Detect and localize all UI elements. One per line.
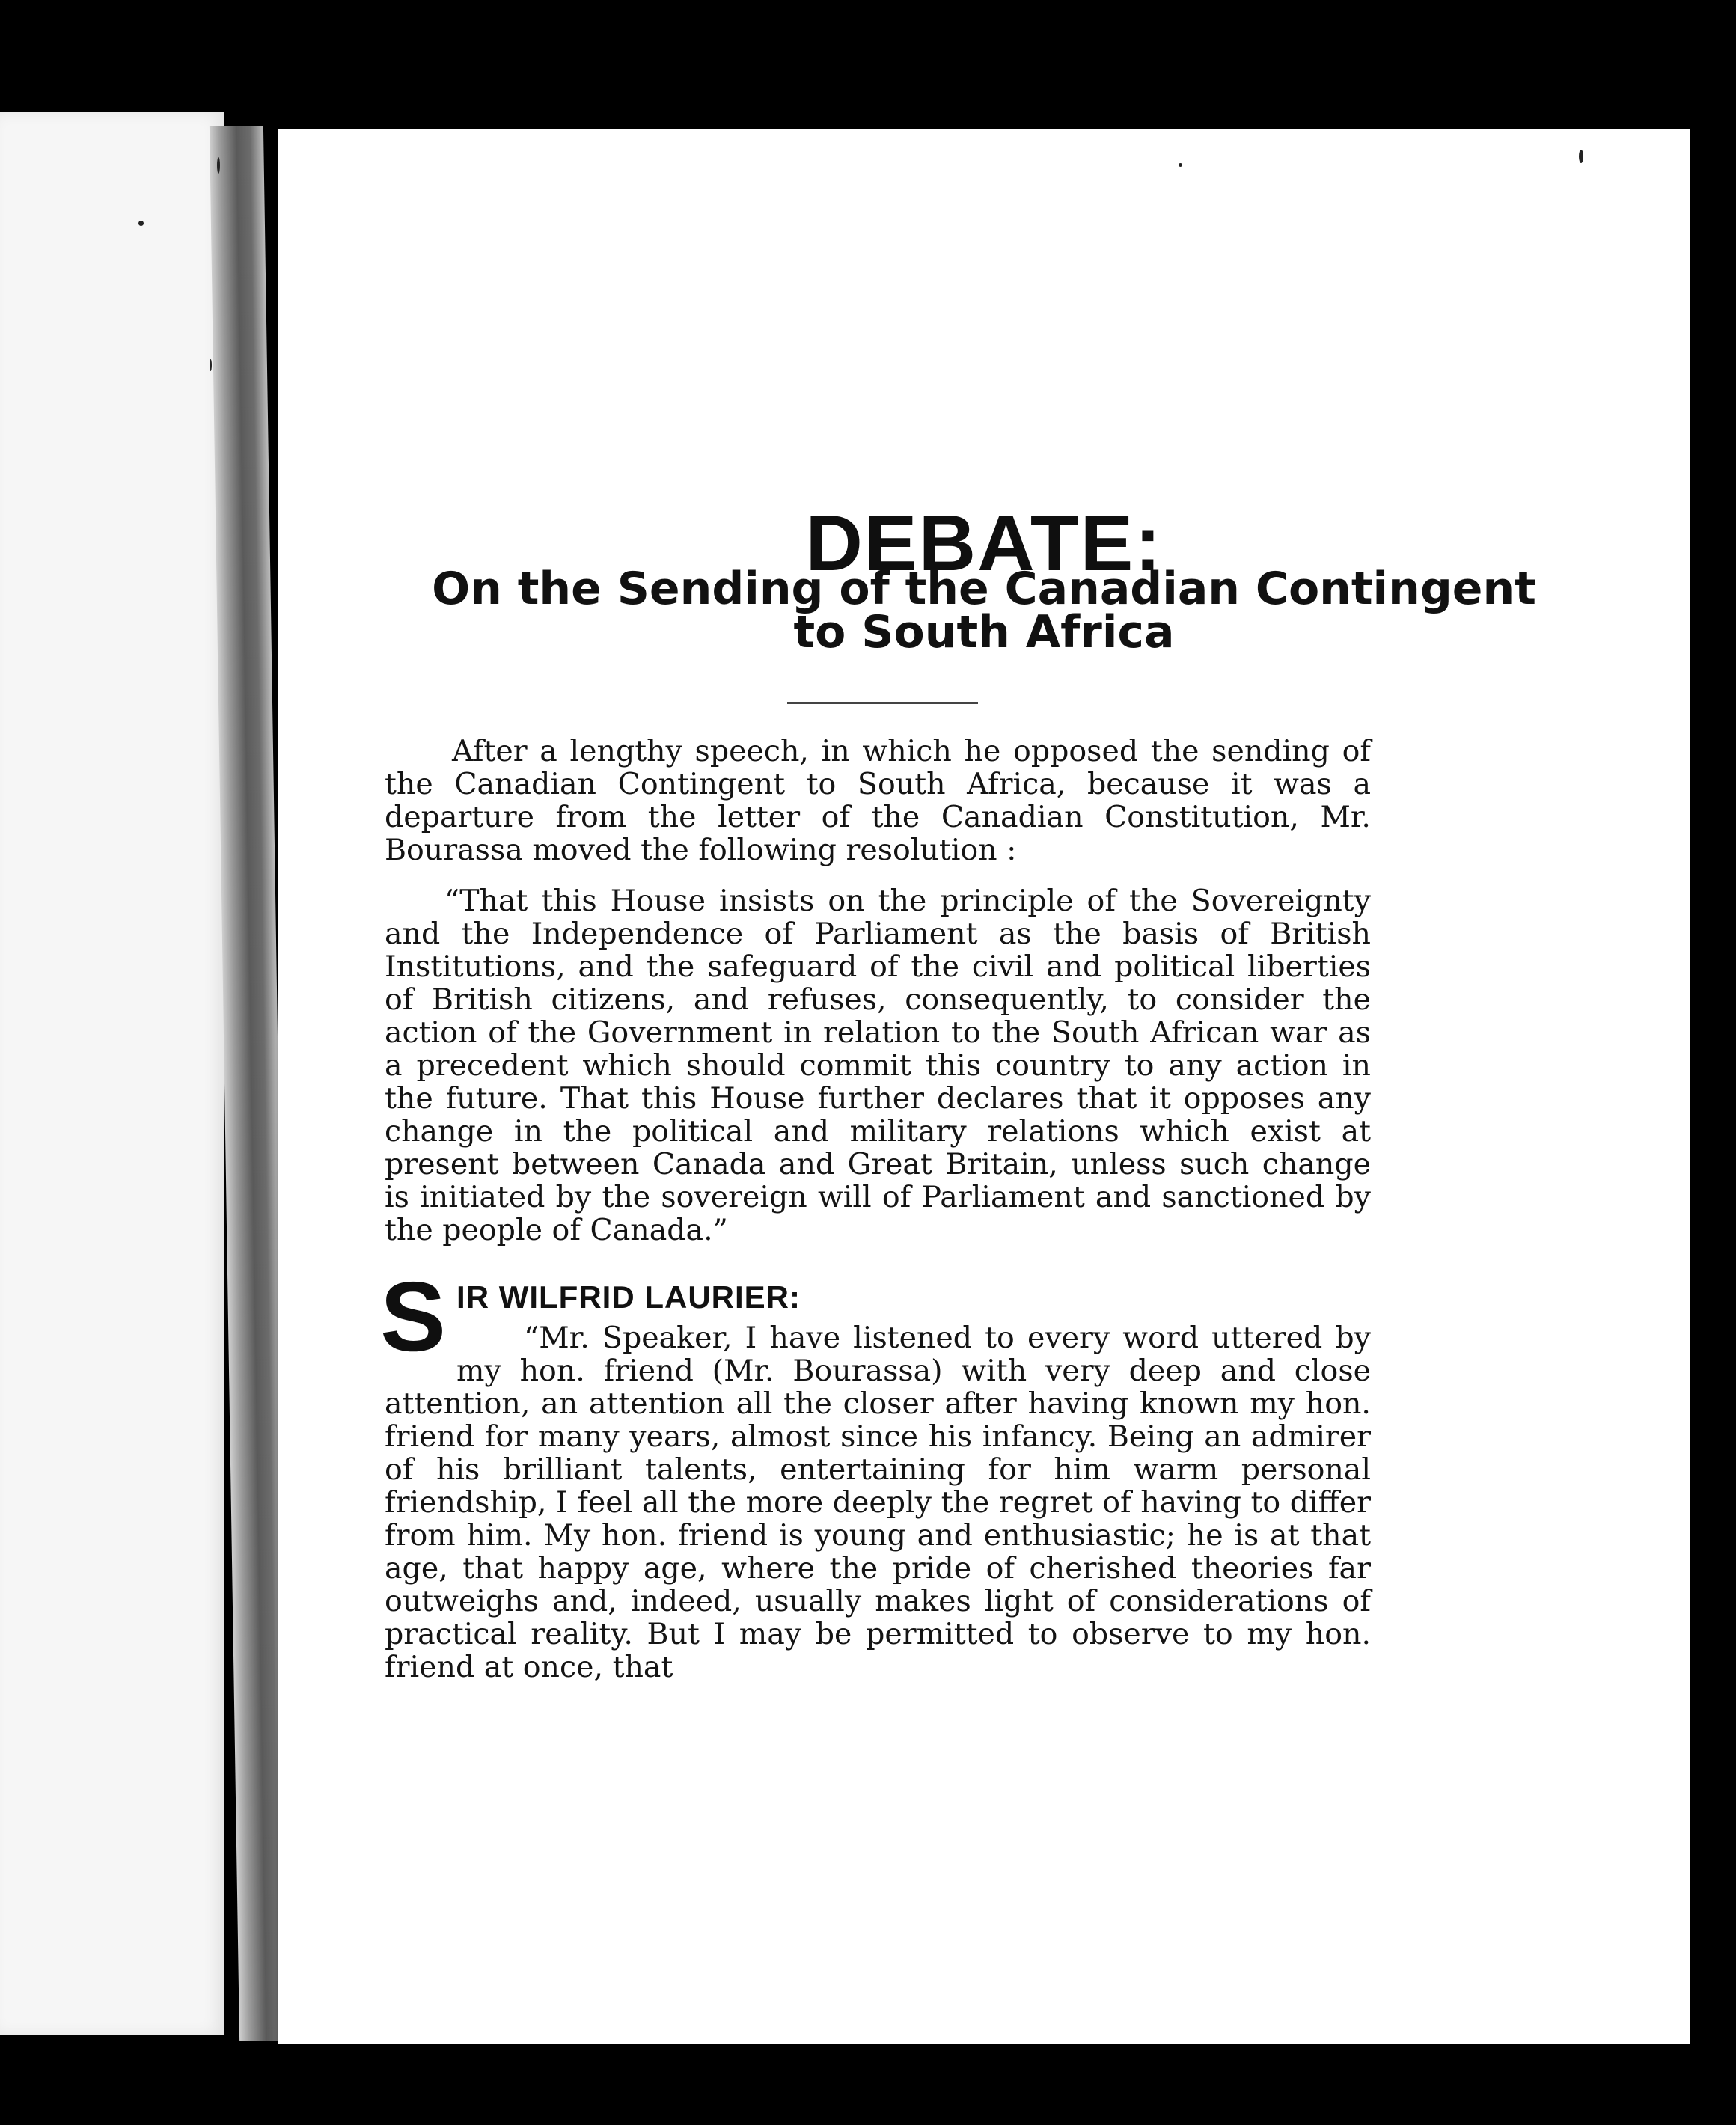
speaker-name: IR WILFRID LAURIER: xyxy=(456,1279,801,1315)
intro-paragraph: After a lengthy speech, in which he opposed the sending of the Canadian Contingent to South Africa, because it was a departure from the letter of the Canadian Constitution, Mr. Bourassa moved the following resolution : xyxy=(385,734,1371,867)
left-facing-page xyxy=(0,112,224,2035)
scan-speck xyxy=(1579,150,1583,163)
subtitle-line-1: On the Sending of the Canadian Contingent xyxy=(432,563,1536,615)
drop-cap: S xyxy=(380,1262,447,1372)
subtitle-line-2: to South Africa xyxy=(793,606,1175,658)
scan-speck xyxy=(1179,163,1182,167)
speech-paragraph: “Mr. Speaker, I have listened to every word uttered by my hon. friend (Mr. Bourassa) with very deep and close attention, an attention all the closer after having known my hon. friend for many years, almost since his infancy. Being an admirer of his brilliant talents, entertaining for him warm personal friendship, I feel all the more deeply the regret of having to differ from him. My hon. friend is young and enthusiastic; he is at that age, that happy age, where the pride of cherished theories far outweighs and, indeed, usually makes light of considerations of practical reality. But I may be permitted to observe to my hon. friend at once, that xyxy=(385,1321,1371,1684)
speaker-section xyxy=(380,1262,1371,1684)
page-title: DEBATE: xyxy=(805,499,1163,588)
scan-speck xyxy=(138,221,144,226)
section-divider xyxy=(787,702,978,704)
scan-speck xyxy=(217,157,220,174)
page-subtitle xyxy=(278,563,1690,658)
document-page xyxy=(278,129,1690,2044)
scan-speck xyxy=(210,359,212,371)
resolution-quote: “That this House insists on the principle of the Sovereignty and the Independence of Parliament as the basis of British Institutions, and the safeguard of the civil and political liberties of British citizens, and refuses, consequently, to consider the action of the Government in relation to the South African war as a precedent which should commit this country to any action in the future. That this House further declares that it opposes any change in the political and military relations which exist at present between Canada and Great Britain, unless such change is initiated by the sovereign will of Parliament and sanctioned by the people of Canada.” xyxy=(385,884,1371,1247)
